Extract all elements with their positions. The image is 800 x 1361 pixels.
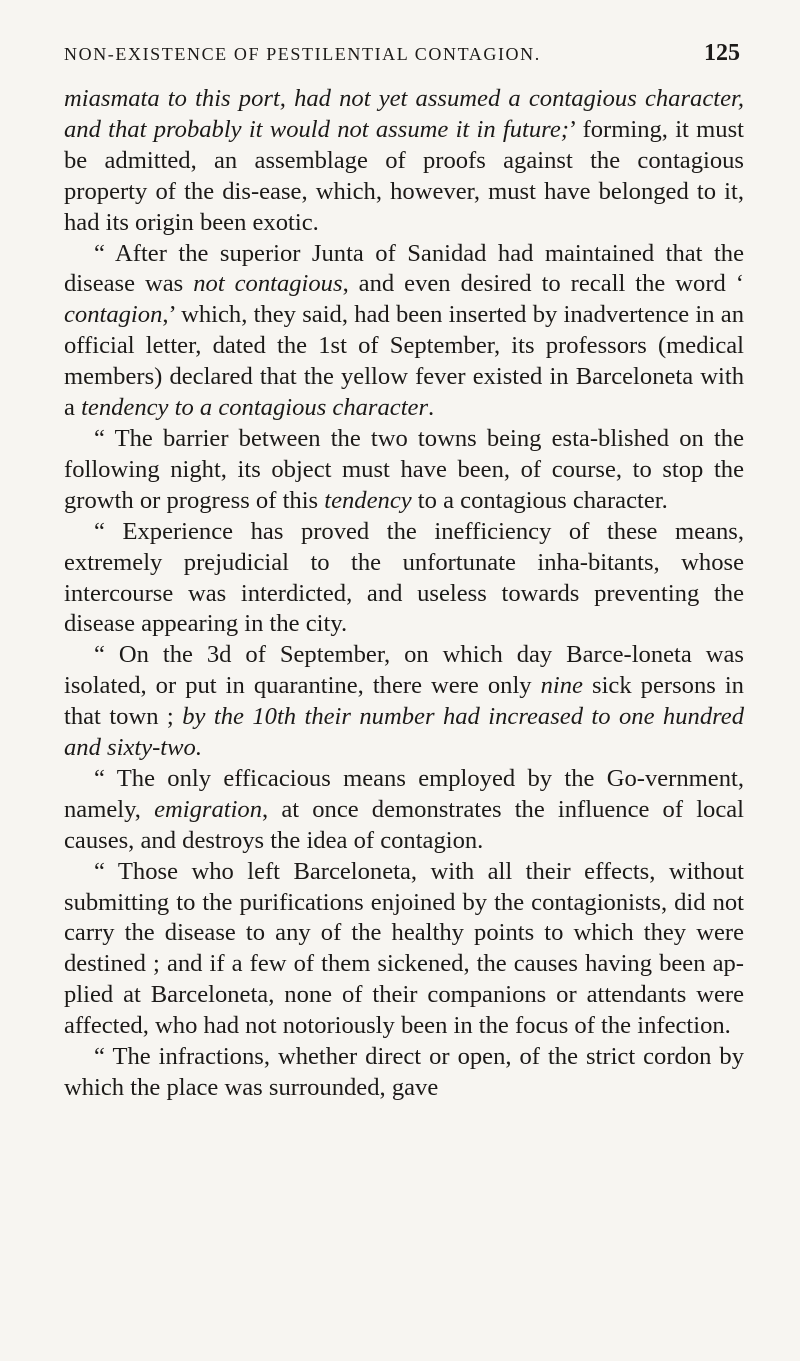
- body-text: [64, 84, 744, 1104]
- text-run: “ After the superior Junta of Sanidad had maintained that the disease was: [64, 239, 744, 298]
- text-run: tendency to a contagious character: [81, 394, 429, 422]
- paragraph-4: [64, 517, 744, 641]
- text-run: “ Experience has proved the inefficiency of these means, extremely prejudicial to the unfortunate inha-bitants, whose intercourse was interdicted, and useless towards preventing the disease appearing in the city.: [64, 517, 744, 638]
- running-title: NON-EXISTENCE OF PESTILENTIAL CONTAGION.: [64, 44, 541, 64]
- paragraph-8: [64, 1042, 744, 1104]
- paragraph-5: [64, 640, 744, 764]
- text-run: “ The infractions, whether direct or open, of the strict cordon by which the place was surrounded, gave: [64, 1043, 744, 1101]
- text-run: sick persons in that town ;: [64, 672, 744, 731]
- paragraph-2: [64, 239, 744, 424]
- book-page: [64, 40, 744, 1104]
- page-number: 125: [704, 40, 740, 66]
- paragraph-1: [64, 84, 744, 239]
- text-run: by the 10th their number had increased to one hundred and sixty-two.: [64, 703, 744, 762]
- text-run: contagion: [64, 301, 163, 329]
- text-run: , and even desired to recall the word ‘: [342, 270, 744, 298]
- text-run: miasmata to this port, had not yet assumed a contagious character, and that probably it would not assume it in future;: [64, 85, 744, 143]
- text-run: nine: [540, 672, 583, 700]
- text-run: “ The barrier between the two towns being esta-blished on the following night, its object must have been, of course, to stop the growth or progress of this: [64, 424, 744, 514]
- text-run: “ On the 3d of September, on which day Barce-loneta was isolated, or put in quarantine, there were only: [64, 641, 744, 700]
- text-run: to a contagious character.: [411, 486, 668, 514]
- text-run: “ Those who left Barceloneta, with all their effects, without submitting to the purifications enjoined by the contagionists, did not carry the disease to any of the healthy points to which they were destined ; and if a few of them sickened, the causes having been ap-plied at Barceloneta, none of their companions or attendants were affected, who had not notoriously been in the focus of the infection.: [64, 857, 744, 1040]
- paragraph-6: [64, 764, 744, 857]
- text-run: .: [428, 394, 435, 422]
- text-run: ,’ which, they said, had been inserted by inadvertence in an official letter, dated the 1st of September, its professors (medical members) declared that the yellow fever existed in Barceloneta with a: [64, 301, 744, 422]
- text-run: tendency: [324, 486, 412, 514]
- running-head: [64, 40, 744, 76]
- paragraph-7: [64, 857, 744, 1042]
- text-run: , at once demonstrates the influence of local causes, and destroys the idea of contagion.: [64, 795, 744, 854]
- text-run: ’ forming, it must be admitted, an assemblage of proofs against the contagious property of the dis-ease, which, however, must have belonged to it, had its origin been exotic.: [64, 115, 744, 236]
- text-run: “ The only efficacious means employed by the Go-vernment, namely,: [64, 764, 744, 823]
- text-run: emigration: [154, 795, 263, 823]
- paragraph-3: [64, 424, 744, 517]
- text-run: not contagious: [193, 270, 343, 298]
